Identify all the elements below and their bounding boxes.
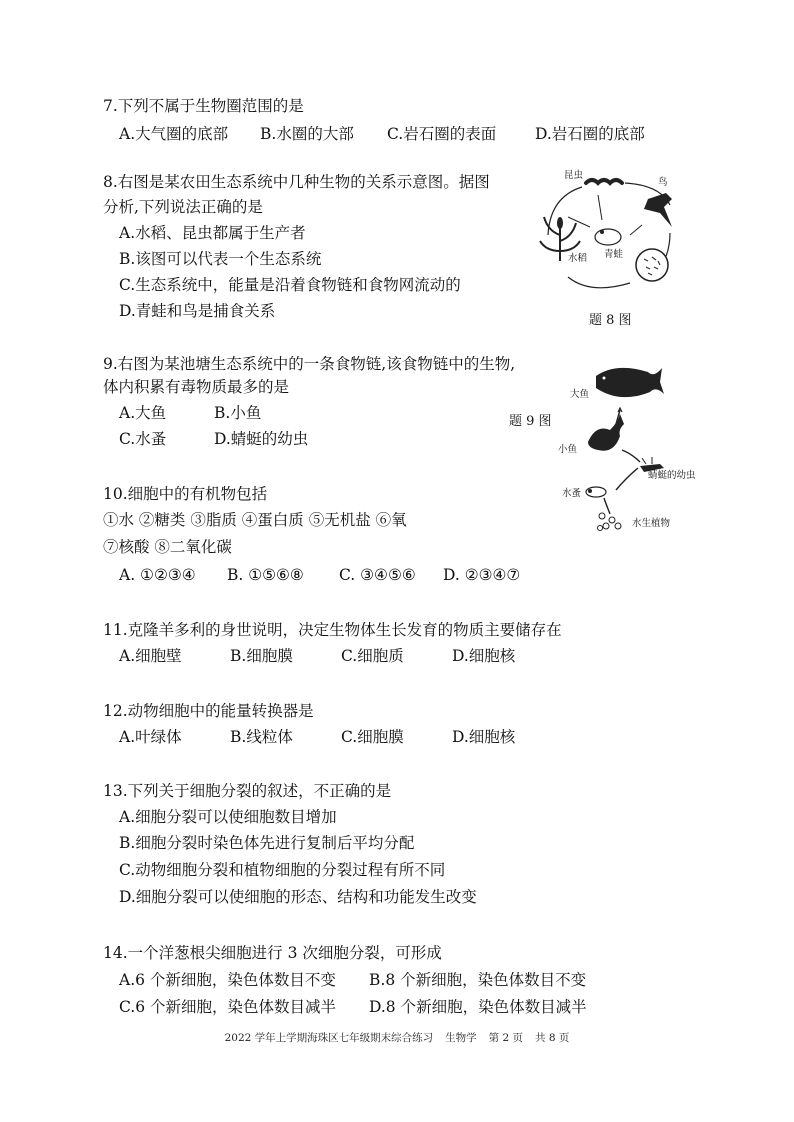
- figure-8-label-frog: 青蛙: [604, 249, 624, 260]
- question-8-option-a: A.水稻、昆虫都属于生产者: [119, 224, 306, 242]
- figure-9-label-plant: 水生植物: [632, 518, 671, 529]
- question-8-stem-line2: 分析,下列说法正确的是: [103, 198, 263, 216]
- question-11-option-a: A.细胞壁: [119, 647, 182, 665]
- question-12-option-c: C.细胞膜: [341, 728, 404, 746]
- question-14-stem: 14.一个洋葱根尖细胞进行 3 次细胞分裂，可形成: [103, 944, 442, 962]
- question-8-stem-line1: 8.右图是某农田生态系统中几种生物的关系示意图。据图: [103, 173, 490, 191]
- question-11-option-c: C.细胞质: [341, 647, 404, 665]
- figure-8-ecosystem-diagram: [530, 165, 690, 305]
- question-7-option-d: D.岩石圈的底部: [535, 125, 645, 143]
- question-13-option-d: D.细胞分裂可以使细胞的形态、结构和功能发生改变: [119, 888, 477, 906]
- question-12-option-d: D.细胞核: [452, 728, 516, 746]
- question-9-option-a: A.大鱼: [119, 404, 167, 422]
- question-9-stem-line1: 9.右图为某池塘生态系统中的一条食物链,该食物链中的生物,: [103, 355, 516, 373]
- figure-8-caption: 题 8 图: [589, 313, 632, 328]
- question-7-option-b: B.水圈的大部: [260, 125, 354, 143]
- footer-page: 第 2 页: [488, 1032, 524, 1044]
- question-14-option-c: C.6 个新细胞，染色体数目减半: [119, 998, 337, 1016]
- figure-9-label-big-fish: 大鱼: [570, 389, 590, 400]
- figure-8-label-bird: 鸟: [658, 177, 668, 188]
- footer-total: 共 8 页: [535, 1032, 570, 1044]
- question-9-option-c: C.水蚤: [119, 430, 167, 448]
- question-12-stem: 12.动物细胞中的能量转换器是: [103, 702, 314, 720]
- footer-subject: 生物学: [445, 1032, 477, 1044]
- question-13-option-c: C.动物细胞分裂和植物细胞的分裂过程有所不同: [119, 861, 446, 879]
- question-10-option-b: B. ①⑤⑥⑧: [227, 566, 304, 584]
- question-13-stem: 13.下列关于细胞分裂的叙述，不正确的是: [103, 782, 392, 800]
- figure-9-food-chain-diagram: [556, 362, 696, 534]
- question-14-option-d: D.8 个新细胞，染色体数目减半: [369, 998, 587, 1016]
- question-12-option-b: B.线粒体: [230, 728, 293, 746]
- question-10-option-a: A. ①②③④: [119, 566, 196, 584]
- figure-9-label-larva: 蜻蜓的幼虫: [648, 470, 696, 481]
- question-14-option-b: B.8 个新细胞，染色体数目不变: [369, 971, 587, 989]
- question-11-option-d: D.细胞核: [452, 647, 516, 665]
- question-10-stem: 10.细胞中的有机物包括: [103, 485, 268, 503]
- question-13-option-a: A.细胞分裂可以使细胞数目增加: [119, 808, 337, 826]
- question-8-option-d: D.青蛙和鸟是捕食关系: [119, 302, 276, 320]
- question-10-items-line2: ⑦核酸 ⑧二氧化碳: [103, 538, 232, 556]
- question-14-option-a: A.6 个新细胞，染色体数目不变: [119, 971, 336, 989]
- question-9-stem-line2: 体内积累有毒物质最多的是: [103, 378, 290, 396]
- question-8-option-b: B.该图可以代表一个生态系统: [119, 250, 322, 268]
- question-11-stem: 11.克隆羊多利的身世说明，决定生物体生长发育的物质主要储存在: [103, 621, 562, 639]
- question-9-option-d: D.蜻蜓的幼虫: [214, 430, 309, 448]
- figure-8-label-rice: 水稻: [568, 253, 588, 264]
- question-8-option-c: C.生态系统中，能量是沿着食物链和食物网流动的: [119, 276, 461, 294]
- question-13-option-b: B.细胞分裂时染色体先进行复制后平均分配: [119, 834, 415, 852]
- figure-8-label-insect: 昆虫: [564, 170, 584, 181]
- figure-9-label-small-fish: 小鱼: [558, 444, 578, 455]
- question-9-option-b: B.小鱼: [214, 404, 262, 422]
- figure-9-caption: 题 9 图: [509, 414, 552, 429]
- figure-9-label-flea: 水蚤: [562, 488, 582, 499]
- question-7-option-a: A.大气圈的底部: [119, 125, 229, 143]
- question-12-option-a: A.叶绿体: [119, 728, 182, 746]
- question-7-option-c: C.岩石圈的表面: [387, 125, 497, 143]
- question-10-option-c: C. ③④⑤⑥: [339, 566, 416, 584]
- footer-title: 2022 学年上学期海珠区七年级期末综合练习: [224, 1032, 434, 1044]
- question-10-option-d: D. ②③④⑦: [443, 566, 521, 584]
- question-7-stem: 7.下列不属于生物圈范围的是: [103, 97, 304, 115]
- question-10-items-line1: ①水 ②糖类 ③脂质 ④蛋白质 ⑤无机盐 ⑥氧: [103, 511, 407, 529]
- page-footer: [0, 1030, 794, 1045]
- question-11-option-b: B.细胞膜: [230, 647, 293, 665]
